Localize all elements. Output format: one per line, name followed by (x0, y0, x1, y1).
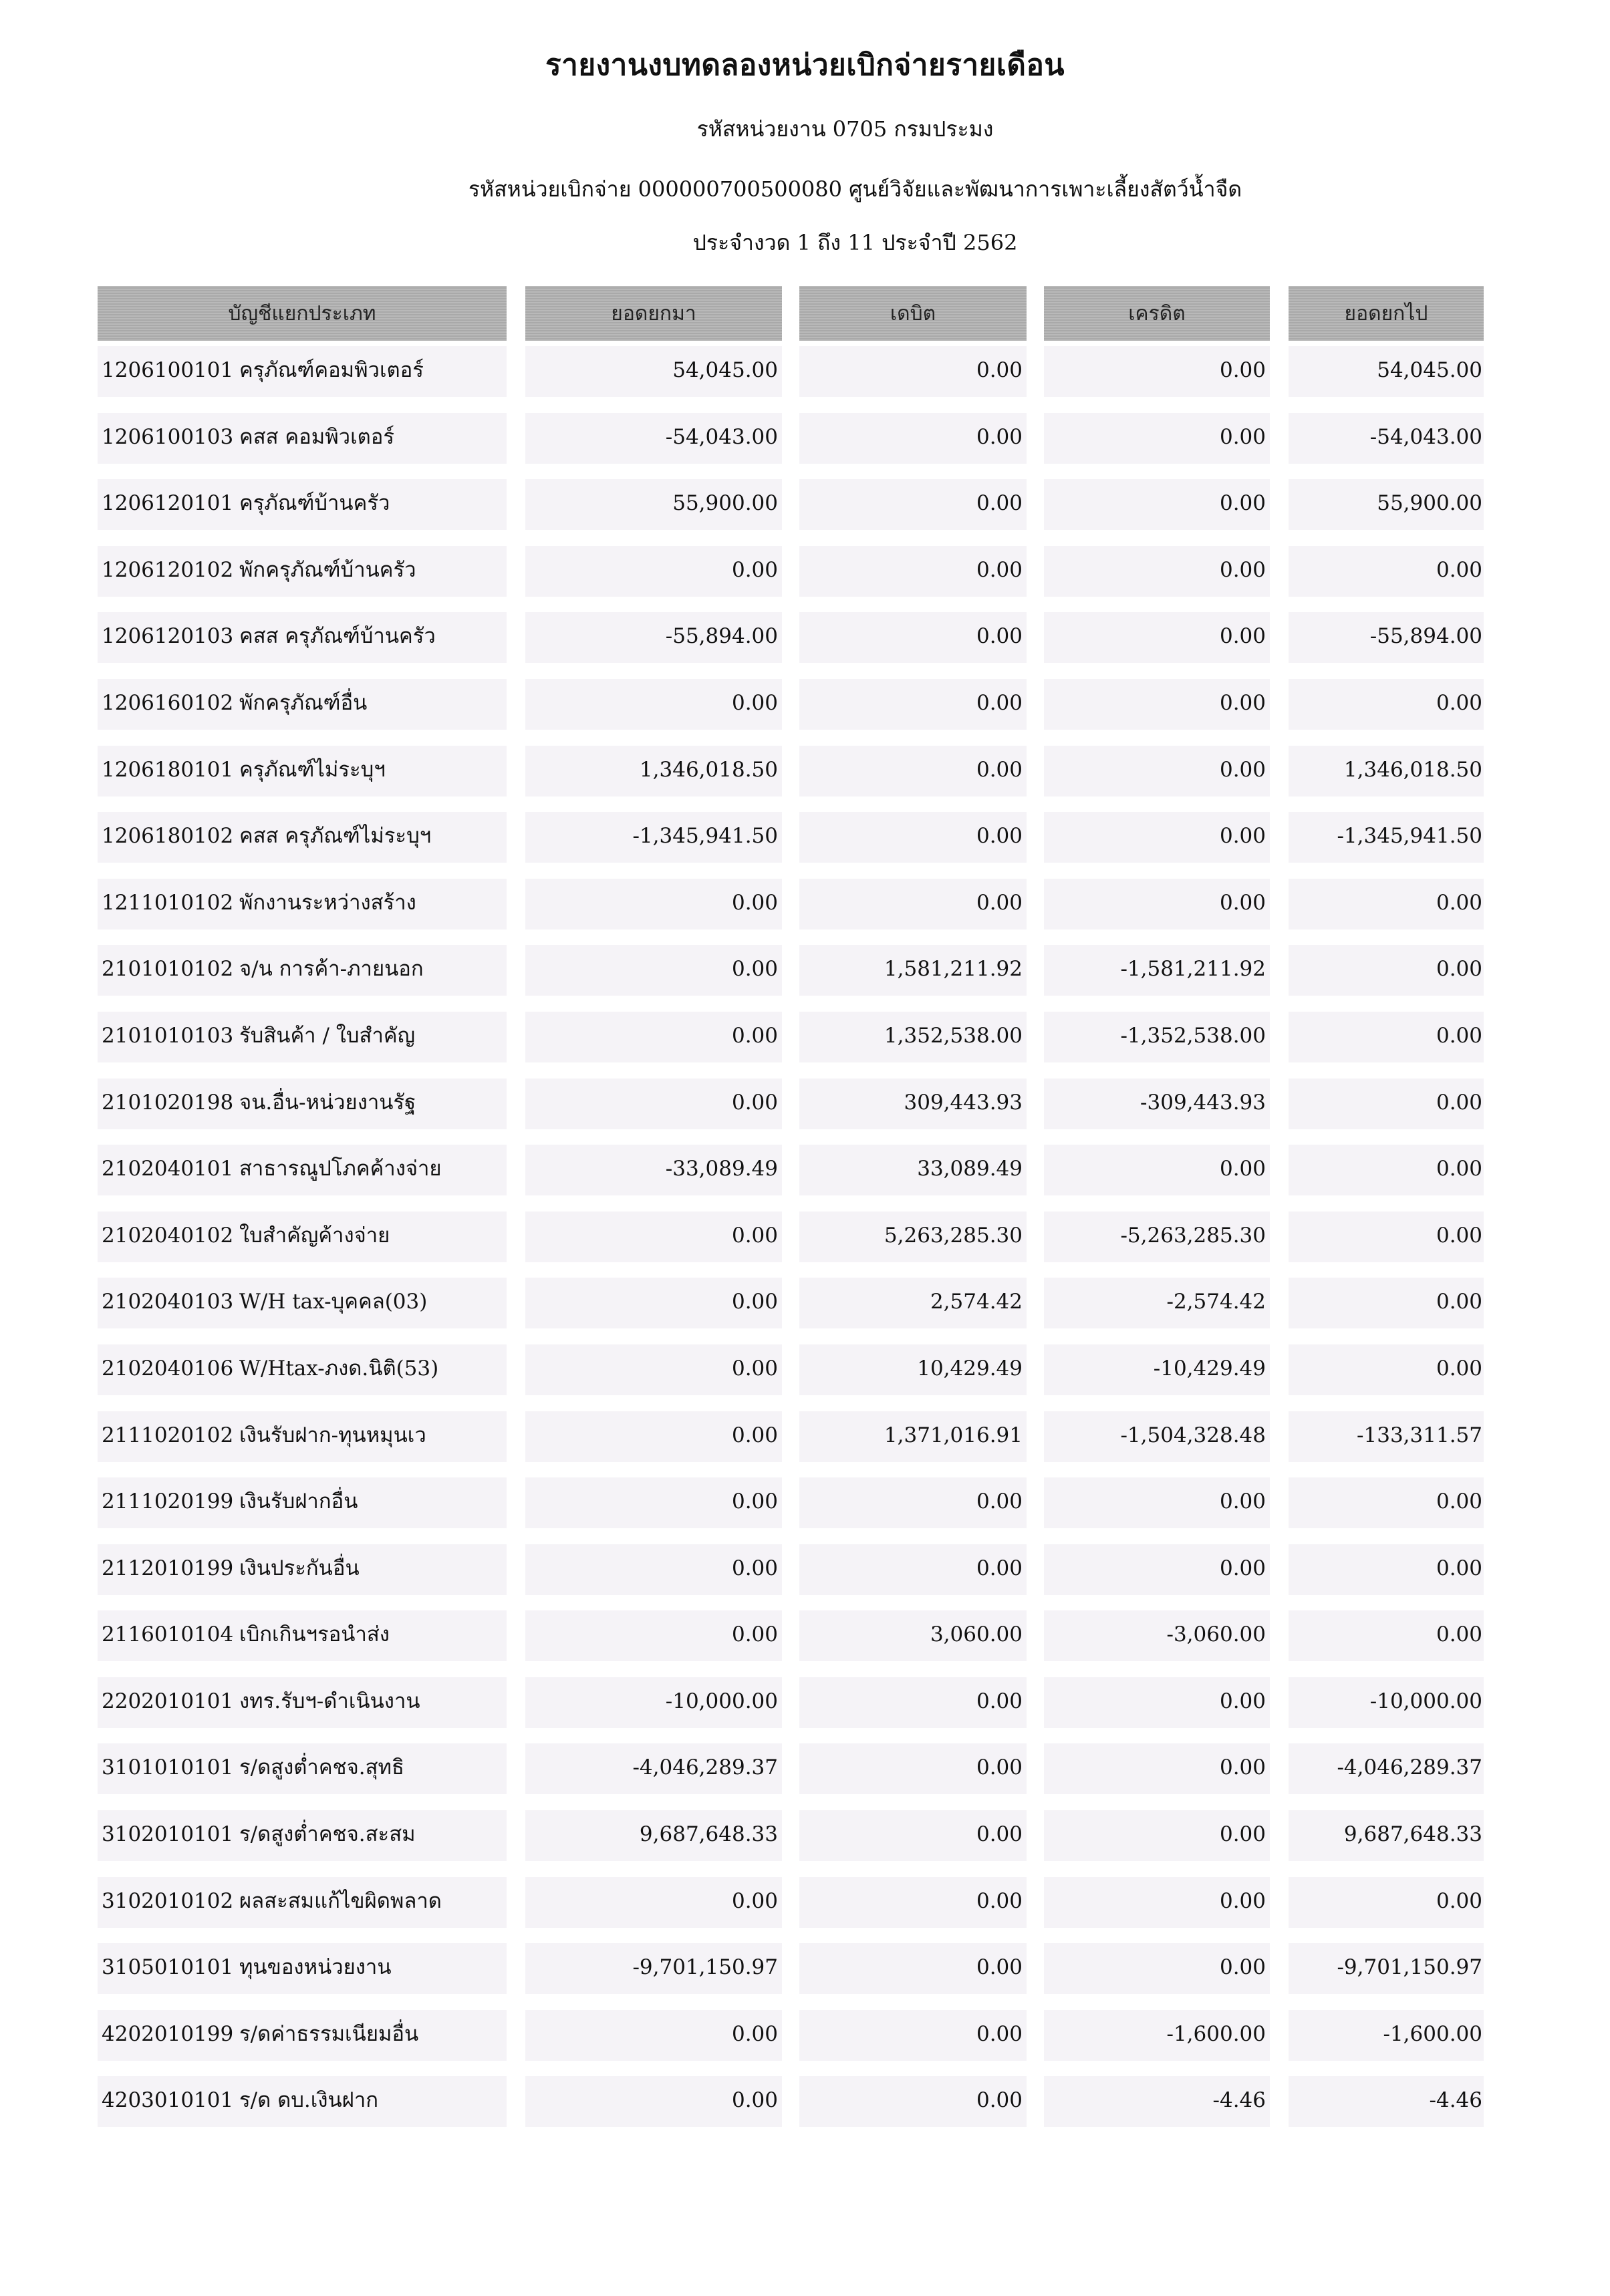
debit-cell: 0.00 (976, 1556, 1023, 1580)
carried-forward-cell: -4,046,289.37 (1337, 1755, 1482, 1780)
carried-forward-cell: -1,345,941.50 (1337, 824, 1482, 849)
account-name-cell: เบิกเกินฯรอนำส่ง (239, 1622, 390, 1647)
debit-cell: 0.00 (976, 2088, 1023, 2113)
brought-forward-cell: -4,046,289.37 (632, 1755, 778, 1780)
debit-cell: 0.00 (976, 624, 1023, 649)
account-name-cell: ครุภัณฑ์บ้านครัว (239, 491, 390, 516)
account-code-cell: 1206180101 (102, 757, 234, 782)
column-header-debit: เดบิต (799, 286, 1027, 341)
account-name-cell: เงินประกันอื่น (239, 1556, 360, 1580)
table-row (0, 476, 1610, 543)
brought-forward-cell: 54,045.00 (672, 358, 778, 382)
table-row (0, 343, 1610, 410)
account-code-cell: 2102040101 (102, 1157, 234, 1181)
account-code-cell: 2111020199 (102, 1489, 234, 1514)
account-code-cell: 1206120103 (102, 624, 234, 649)
account-code-cell: 2102040106 (102, 1356, 234, 1381)
brought-forward-cell: 0.00 (731, 957, 778, 982)
column-header-account: บัญชีแยกประเภท (98, 286, 507, 341)
account-code-cell: 3101010101 (102, 1755, 234, 1780)
account-code-cell: 4203010101 (102, 2088, 234, 2113)
debit-cell: 0.00 (976, 1822, 1023, 1847)
table-row (0, 942, 1610, 1009)
carried-forward-cell: 0.00 (1436, 1622, 1482, 1647)
credit-cell: 0.00 (1219, 557, 1266, 582)
account-name-cell: ร/ดค่าธรรมเนียมอื่น (239, 2021, 419, 2046)
credit-cell: 0.00 (1219, 491, 1266, 516)
carried-forward-cell: 0.00 (1436, 557, 1482, 582)
table-row (0, 1741, 1610, 1808)
table-row (0, 1009, 1610, 1076)
account-code-cell: 1206100101 (102, 358, 234, 382)
debit-cell: 10,429.49 (917, 1356, 1023, 1381)
table-row (0, 743, 1610, 810)
table-row (0, 1275, 1610, 1342)
table-row (0, 809, 1610, 876)
credit-cell: 0.00 (1219, 1556, 1266, 1580)
debit-cell: 0.00 (976, 757, 1023, 782)
credit-cell: 0.00 (1219, 1689, 1266, 1713)
brought-forward-cell: 0.00 (731, 2021, 778, 2046)
brought-forward-cell: -54,043.00 (665, 424, 778, 449)
credit-cell: -3,060.00 (1166, 1622, 1266, 1647)
credit-cell: 0.00 (1219, 690, 1266, 715)
debit-cell: 0.00 (976, 557, 1023, 582)
debit-cell: 0.00 (976, 358, 1023, 382)
trial-balance-table (0, 343, 1610, 2140)
credit-cell: -1,600.00 (1166, 2021, 1266, 2046)
account-name-cell: คสส คอมพิวเตอร์ (239, 424, 395, 449)
credit-cell: 0.00 (1219, 624, 1266, 649)
account-name-cell: สาธารณูปโภคค้างจ่าย (239, 1157, 442, 1181)
brought-forward-cell: -1,345,941.50 (632, 824, 778, 849)
table-row (0, 2007, 1610, 2074)
table-row (0, 1209, 1610, 1276)
account-name-cell: ครุภัณฑ์ไม่ระบุฯ (239, 757, 386, 782)
debit-cell: 1,581,211.92 (884, 957, 1023, 982)
debit-cell: 309,443.93 (904, 1090, 1023, 1115)
credit-cell: 0.00 (1219, 757, 1266, 782)
account-code-cell: 4202010199 (102, 2021, 234, 2046)
debit-cell: 33,089.49 (917, 1157, 1023, 1181)
table-row (0, 676, 1610, 743)
brought-forward-cell: -55,894.00 (665, 624, 778, 649)
brought-forward-cell: 0.00 (731, 1489, 778, 1514)
credit-cell: -10,429.49 (1153, 1356, 1266, 1381)
account-code-cell: 2102040103 (102, 1290, 234, 1314)
account-name-cell: พักงานระหว่างสร้าง (239, 890, 416, 915)
table-row (0, 1342, 1610, 1409)
account-code-cell: 2101010103 (102, 1023, 234, 1048)
debit-cell: 0.00 (976, 424, 1023, 449)
carried-forward-cell: 0.00 (1436, 1356, 1482, 1381)
table-row (0, 1409, 1610, 1475)
brought-forward-cell: 0.00 (731, 890, 778, 915)
credit-cell: -1,581,211.92 (1120, 957, 1266, 982)
credit-cell: -1,504,328.48 (1120, 1423, 1266, 1447)
carried-forward-cell: 0.00 (1436, 1556, 1482, 1580)
disbursing-unit-line: รหัสหน่วยเบิกจ่าย 000000700500080 ศูนย์วิจัยและพัฒนาการเพาะเลี้ยงสัตว์น้ำจืด (468, 176, 1242, 202)
carried-forward-cell: 0.00 (1436, 890, 1482, 915)
debit-cell: 0.00 (976, 690, 1023, 715)
account-code-cell: 3102010102 (102, 1888, 234, 1913)
report-title: รายงานงบทดลองหน่วยเบิกจ่ายรายเดือน (545, 48, 1065, 82)
account-code-cell: 2202010101 (102, 1689, 234, 1713)
table-row (0, 1675, 1610, 1741)
table-row (0, 543, 1610, 610)
carried-forward-cell: 55,900.00 (1377, 491, 1482, 516)
table-row (0, 876, 1610, 943)
account-name-cell: จน.อื่น-หน่วยงานรัฐ (239, 1090, 416, 1115)
account-name-cell: เงินรับฝากอื่น (239, 1489, 358, 1514)
table-row (0, 2073, 1610, 2140)
table-row (0, 1941, 1610, 2007)
table-row (0, 1076, 1610, 1143)
brought-forward-cell: 0.00 (731, 1423, 778, 1447)
account-code-cell: 3105010101 (102, 1955, 234, 1980)
table-row (0, 410, 1610, 477)
account-name-cell: W/Htax-ภงด.นิติ(53) (239, 1356, 439, 1381)
table-row (0, 1475, 1610, 1542)
carried-forward-cell: -54,043.00 (1369, 424, 1482, 449)
credit-cell: -5,263,285.30 (1120, 1223, 1266, 1248)
credit-cell: 0.00 (1219, 824, 1266, 849)
column-header-carried-forward: ยอดยกไป (1289, 286, 1484, 341)
credit-cell: 0.00 (1219, 1755, 1266, 1780)
carried-forward-cell: 0.00 (1436, 1090, 1482, 1115)
brought-forward-cell: -33,089.49 (665, 1157, 778, 1181)
account-name-cell: คสส ครุภัณฑ์ไม่ระบุฯ (239, 824, 432, 849)
carried-forward-cell: 0.00 (1436, 1489, 1482, 1514)
carried-forward-cell: 0.00 (1436, 1157, 1482, 1181)
brought-forward-cell: 0.00 (731, 1090, 778, 1115)
account-name-cell: จ/น การค้า-ภายนอก (239, 957, 424, 982)
debit-cell: 2,574.42 (930, 1290, 1023, 1314)
credit-cell: 0.00 (1219, 1157, 1266, 1181)
brought-forward-cell: 0.00 (731, 557, 778, 582)
credit-cell: -4.46 (1212, 2088, 1266, 2113)
account-code-cell: 1206160102 (102, 690, 234, 715)
credit-cell: 0.00 (1219, 1888, 1266, 1913)
debit-cell: 0.00 (976, 890, 1023, 915)
carried-forward-cell: -133,311.57 (1357, 1423, 1482, 1447)
debit-cell: 3,060.00 (930, 1622, 1023, 1647)
carried-forward-cell: -4.46 (1429, 2088, 1482, 2113)
column-header-brought-forward: ยอดยกมา (525, 286, 782, 341)
credit-cell: -2,574.42 (1166, 1290, 1266, 1314)
account-name-cell: ร/ดสูงต่ำคชจ.สะสม (239, 1822, 416, 1847)
brought-forward-cell: 55,900.00 (672, 491, 778, 516)
brought-forward-cell: 0.00 (731, 1556, 778, 1580)
account-name-cell: ใบสำคัญค้างจ่าย (239, 1223, 390, 1248)
account-name-cell: พักครุภัณฑ์บ้านครัว (239, 557, 416, 582)
debit-cell: 0.00 (976, 1489, 1023, 1514)
account-name-cell: ผลสะสมแก้ไขผิดพลาด (239, 1888, 442, 1913)
debit-cell: 0.00 (976, 1888, 1023, 1913)
brought-forward-cell: 0.00 (731, 1023, 778, 1048)
table-row (0, 1608, 1610, 1675)
brought-forward-cell: 9,687,648.33 (639, 1822, 778, 1847)
carried-forward-cell: 1,346,018.50 (1343, 757, 1482, 782)
brought-forward-cell: 0.00 (731, 1290, 778, 1314)
account-code-cell: 1206180102 (102, 824, 234, 849)
account-name-cell: ร/ด ดบ.เงินฝาก (239, 2088, 379, 2113)
account-name-cell: ร/ดสูงต่ำคชจ.สุทธิ (239, 1755, 404, 1780)
table-row (0, 1874, 1610, 1941)
brought-forward-cell: -10,000.00 (665, 1689, 778, 1713)
credit-cell: 0.00 (1219, 1955, 1266, 1980)
debit-cell: 0.00 (976, 1755, 1023, 1780)
carried-forward-cell: 0.00 (1436, 690, 1482, 715)
account-name-cell: เงินรับฝาก-ทุนหมุนเว (239, 1423, 426, 1447)
credit-cell: 0.00 (1219, 1489, 1266, 1514)
agency-code-line: รหัสหน่วยงาน 0705 กรมประมง (696, 116, 994, 142)
account-name-cell: งทร.รับฯ-ดำเนินงาน (239, 1689, 420, 1713)
debit-cell: 1,352,538.00 (884, 1023, 1023, 1048)
account-name-cell: ครุภัณฑ์คอมพิวเตอร์ (239, 358, 424, 382)
account-name-cell: ทุนของหน่วยงาน (239, 1955, 392, 1980)
column-header-credit: เครดิต (1044, 286, 1270, 341)
table-row (0, 609, 1610, 676)
account-code-cell: 2116010104 (102, 1622, 234, 1647)
brought-forward-cell: 0.00 (731, 2088, 778, 2113)
carried-forward-cell: 54,045.00 (1377, 358, 1482, 382)
credit-cell: -1,352,538.00 (1120, 1023, 1266, 1048)
debit-cell: 0.00 (976, 1955, 1023, 1980)
account-name-cell: รับสินค้า / ใบสำคัญ (239, 1023, 416, 1048)
debit-cell: 5,263,285.30 (884, 1223, 1023, 1248)
credit-cell: 0.00 (1219, 1822, 1266, 1847)
credit-cell: 0.00 (1219, 424, 1266, 449)
carried-forward-cell: 0.00 (1436, 1290, 1482, 1314)
table-row (0, 1142, 1610, 1209)
carried-forward-cell: 0.00 (1436, 1023, 1482, 1048)
brought-forward-cell: 0.00 (731, 1356, 778, 1381)
carried-forward-cell: -55,894.00 (1369, 624, 1482, 649)
account-code-cell: 1206100103 (102, 424, 234, 449)
account-name-cell: W/H tax-บุคคล(03) (239, 1290, 428, 1314)
brought-forward-cell: 0.00 (731, 1888, 778, 1913)
account-code-cell: 3102010101 (102, 1822, 234, 1847)
debit-cell: 0.00 (976, 1689, 1023, 1713)
account-code-cell: 1206120102 (102, 557, 234, 582)
brought-forward-cell: 0.00 (731, 690, 778, 715)
account-code-cell: 2111020102 (102, 1423, 234, 1447)
account-code-cell: 2112010199 (102, 1556, 234, 1580)
carried-forward-cell: 0.00 (1436, 1223, 1482, 1248)
table-row (0, 1542, 1610, 1608)
debit-cell: 0.00 (976, 824, 1023, 849)
debit-cell: 1,371,016.91 (884, 1423, 1023, 1447)
account-code-cell: 2101010102 (102, 957, 234, 982)
brought-forward-cell: -9,701,150.97 (632, 1955, 778, 1980)
brought-forward-cell: 0.00 (731, 1622, 778, 1647)
brought-forward-cell: 0.00 (731, 1223, 778, 1248)
account-name-cell: พักครุภัณฑ์อื่น (239, 690, 368, 715)
carried-forward-cell: -1,600.00 (1383, 2021, 1482, 2046)
carried-forward-cell: 0.00 (1436, 1888, 1482, 1913)
carried-forward-cell: -10,000.00 (1369, 1689, 1482, 1713)
period-line: ประจำงวด 1 ถึง 11 ประจำปี 2562 (692, 230, 1018, 255)
credit-cell: -309,443.93 (1140, 1090, 1266, 1115)
brought-forward-cell: 1,346,018.50 (639, 757, 778, 782)
account-code-cell: 2101020198 (102, 1090, 234, 1115)
debit-cell: 0.00 (976, 491, 1023, 516)
table-row (0, 1808, 1610, 1874)
credit-cell: 0.00 (1219, 358, 1266, 382)
credit-cell: 0.00 (1219, 890, 1266, 915)
debit-cell: 0.00 (976, 2021, 1023, 2046)
carried-forward-cell: 0.00 (1436, 957, 1482, 982)
account-code-cell: 1206120101 (102, 491, 234, 516)
carried-forward-cell: 9,687,648.33 (1343, 1822, 1482, 1847)
account-name-cell: คสส ครุภัณฑ์บ้านครัว (239, 624, 436, 649)
account-code-cell: 2102040102 (102, 1223, 234, 1248)
carried-forward-cell: -9,701,150.97 (1337, 1955, 1482, 1980)
account-code-cell: 1211010102 (102, 890, 234, 915)
